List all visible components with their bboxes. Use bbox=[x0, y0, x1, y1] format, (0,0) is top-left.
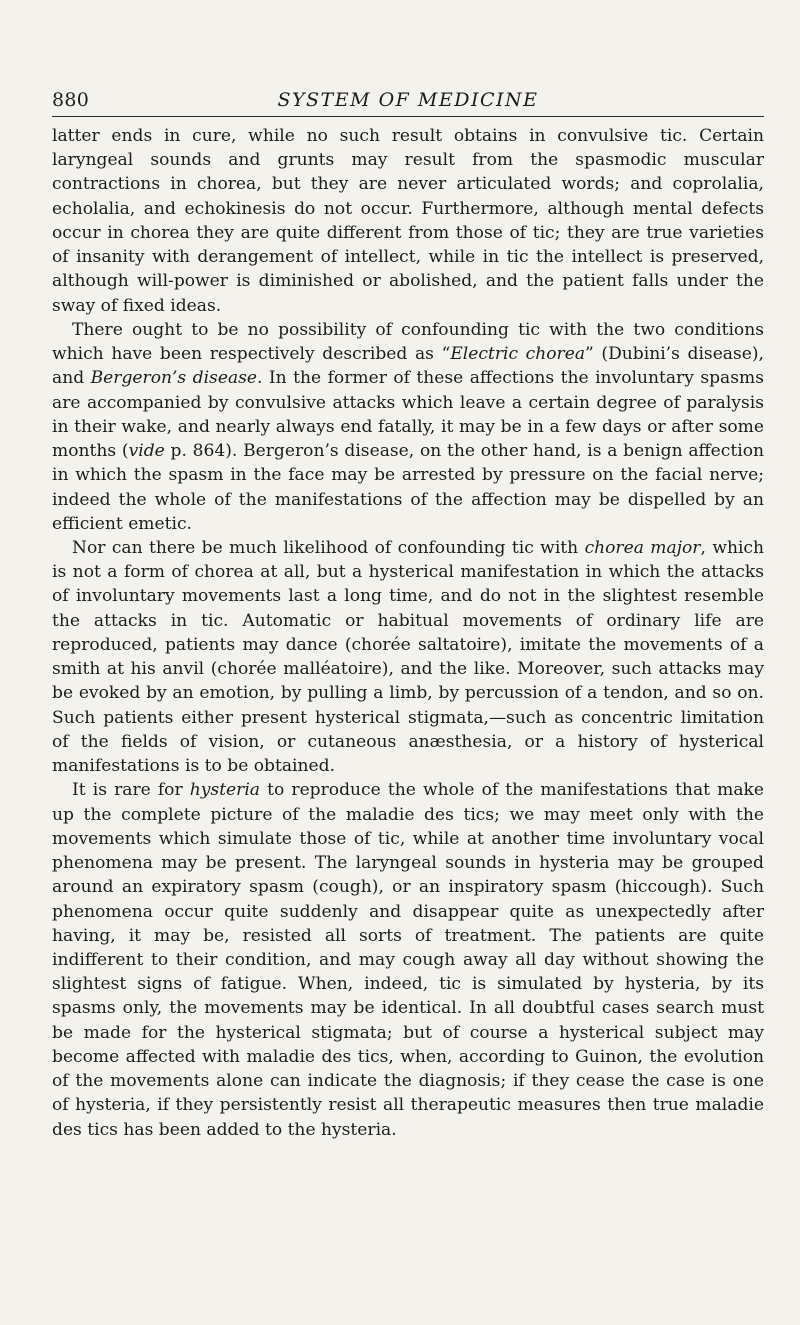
paragraph bbox=[52, 124, 764, 318]
text-run: , which is not a form of chorea at all, but a hysterical manifestation in which the attacks of involuntary movements last a long time, and do not in the slightest resemble the attacks in tic. Automatic or habitual movements of ordinary life are reproduced, patients may dance (chorée saltatoire), imitate the movements of a smith at his anvil (chorée malléatoire), and the like. Moreover, such attacks may be evoked by an emotion, by pulling a limb, by percussion of a tendon, and so on. Such patients either present hysterical stigmata,—such as concentric limitation of the fields of vision, or cutaneous anæsthesia, or a history of hysterical manifestations is to be obtained. bbox=[52, 537, 765, 777]
text-run: There ought to be no possibility of confounding tic with the two conditions which have been respectively described as “ bbox=[52, 319, 764, 365]
text-run: Nor can there be much likelihood of confounding tic with bbox=[72, 537, 585, 558]
italic-text: Bergeron’s disease. bbox=[90, 368, 263, 389]
paragraph bbox=[52, 536, 764, 778]
text-run: latter ends in cure, while no such result obtains in convulsive tic. Certain laryngeal sounds and grunts may result from the spasmodic muscular contractions in chorea, but they are never articulated words; and coprolalia, echolalia, and echokinesis do not occur. Furthermore, although mental defects occur in chorea they are quite different from those of tic; they are true varieties of insanity with derangement of intellect, while in tic the intellect is preserved, although will-power is diminished or abolished, and the patient falls under the sway of fixed ideas. bbox=[52, 126, 764, 316]
paragraph bbox=[52, 318, 764, 536]
italic-text: chorea major bbox=[584, 537, 701, 558]
text-run: It is rare for bbox=[72, 780, 190, 801]
italic-text: Electric chorea bbox=[450, 344, 586, 365]
italic-text: hysteria bbox=[189, 780, 261, 801]
paragraph bbox=[52, 778, 764, 1142]
page-header bbox=[52, 90, 764, 118]
running-head: SYSTEM OF MEDICINE bbox=[277, 89, 539, 111]
text-run: p. 864). Bergeron’s disease, on the other hand, is a benign affection in which the spasm in the face may be arrested by pressure on the facial nerve; indeed the whole of the manifestations of the affection may be dispelled by an efficient emetic. bbox=[52, 441, 765, 534]
text-run: to reproduce the whole of the manifestations that make up the complete picture of the maladie des tics; we may meet only with the movements which simulate those of tic, while at another time involuntary vocal phenomena may be present. The laryngeal sounds in hysteria may be grouped around an expiratory spasm (cough), or an inspiratory spasm (hiccough). Such phenomena occur quite suddenly and disappear quite as unexpectedly after having, it may be, resisted all sorts of treatment. The patients are quite indifferent to their condition, and may cough away all day without showing the slightest signs of fatigue. When, indeed, tic is simulated by hysteria, by its spasms only, the movements may be identical. In all doubtful cases search must be made for the hysterical stigmata; but of course a hysterical subject may become affected with maladie des tics, when, according to Guinon, the evolution of the movements alone can indicate the diagnosis; if they cease the case is one of hysteria, if they persistently resist all therapeutic measures then true maladie des tics has been added to the hysteria. bbox=[52, 780, 764, 1140]
text-run: In the former of these affections the involuntary spasms are accompanied by convulsive attacks which leave a certain degree of paralysis in their wake, and nearly always end fatally, it may be in a few days or after some months ( bbox=[52, 368, 764, 462]
italic-text: vide bbox=[128, 441, 165, 462]
text-run: ” (Dubini’s disease), and bbox=[52, 344, 764, 389]
body-text bbox=[52, 124, 764, 1142]
header-rule bbox=[52, 116, 764, 117]
page-number: 880 bbox=[52, 89, 90, 111]
